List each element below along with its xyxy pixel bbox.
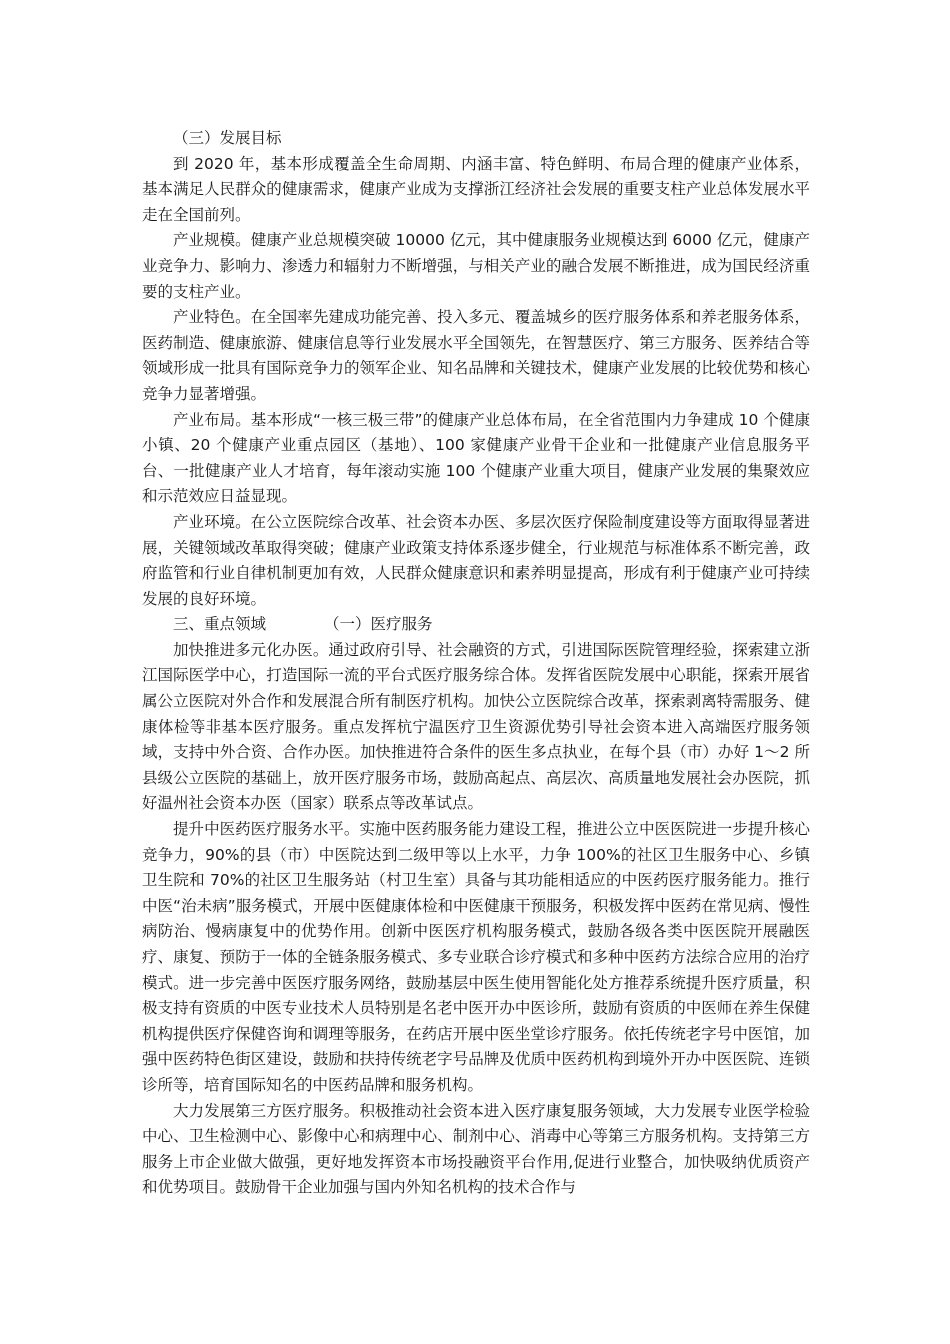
- paragraph-third-party-services: 大力发展第三方医疗服务。积极推动社会资本进入医疗康复服务领域，大力发展专业医学检验中心、卫生检测中心、影像中心和病理中心、制剂中心、消毒中心等第三方服务机构。支持第三方服务上市企业做大做强，更好地发挥资本市场投融资平台作用,促进行业整合，加快吸纳优质资产和优势项目。鼓励骨干企业加强与国内外知名机构的技术合作与: [142, 1101, 810, 1197]
- paragraph-industry-layout: 产业布局。基本形成“一核三极三带”的健康产业总体布局，在全省范围内力争建成 10 个健康小镇、20 个健康产业重点园区（基地）、100 家健康产业骨干企业和一批健康产业信息服务平台、一批健康产业人才培育，每年滚动实施 100 个健康产业重大项目，健康产业发展的集聚效应和示范效应日益显现。: [142, 410, 810, 506]
- heading-medical-services: （一）医疗服务: [324, 615, 433, 634]
- paragraph-diversified-medical: 加快推进多元化办医。通过政府引导、社会融资的方式，引进国际医院管理经验，探索建立浙江国际医学中心，打造国际一流的平台式医疗服务综合体。发挥省医院发展中心职能，探索开展省属公立医院对外合作和发展混合所有制医疗机构。加快公立医院综合改革，探索剥离特需服务、健康体检等非基本医疗服务。重点发挥杭宁温医疗卫生资源优势引导社会资本进入高端医疗服务领域，支持中外合资、合作办医。加快推进符合条件的医生多点执业，在每个县（市）办好 1～2 所县级公立医院的基础上，放开医疗服务市场，鼓励高起点、高层次、高质量地发展社会办医院，抓好温州社会资本办医（国家）联系点等改革试点。: [142, 640, 810, 813]
- heading-focus-areas: 三、重点领域: [173, 615, 267, 634]
- section-heading-goals: （三）发展目标: [173, 129, 282, 147]
- section-heading-focus: [142, 612, 810, 638]
- paragraph-goals-overview: 到 2020 年，基本形成覆盖全生命周期、内涵丰富、特色鲜明、布局合理的健康产业体系，基本满足人民群众的健康需求，健康产业成为支撑浙江经济社会发展的重要支柱产业总体发展水平走在全国前列。: [142, 154, 810, 224]
- paragraph-industry-scale: 产业规模。健康产业总规模突破 10000 亿元，其中健康服务业规模达到 6000 亿元，健康产业竞争力、影响力、渗透力和辐射力不断增强，与相关产业的融合发展不断推进，成为国民经济重要的支柱产业。: [142, 231, 810, 301]
- paragraph-tcm-services: 提升中医药医疗服务水平。实施中医药服务能力建设工程，推进公立中医医院进一步提升核心竞争力，90%的县（市）中医院达到二级甲等以上水平，力争 100%的社区卫生服务中心、乡镇卫生院和 70%的社区卫生服务站（村卫生室）具备与其功能相适应的中医药医疗服务能力。推行中医“治未病”服务模式，开展中医健康体检和中医健康干预服务，积极发挥中医药在常见病、慢性病防治、慢病康复中的优势作用。创新中医医疗机构服务模式，鼓励各级各类中医医院开展融医疗、康复、预防于一体的全链条服务模式、多专业联合诊疗模式和多种中医药方法综合应用的治疗模式。进一步完善中医医疗服务网络，鼓励基层中医生使用智能化处方推荐系统提升医疗质量，积极支持有资质的中医专业技术人员特别是名老中医开办中医诊所，鼓励有资质的中医师在养生保健机构提供医疗保健咨询和调理等服务，在药店开展中医坐堂诊疗服务。依托传统老字号中医馆，加强中医药特色街区建设，鼓励和扶持传统老字号品牌及优质中医药机构到境外开办中医医院、连锁诊所等，培育国际知名的中医药品牌和服务机构。: [142, 820, 810, 1094]
- document-body: [142, 126, 810, 1201]
- paragraph-industry-environment: 产业环境。在公立医院综合改革、社会资本办医、多层次医疗保险制度建设等方面取得显著进展，关键领域改革取得突破；健康产业政策支持体系逐步健全，行业规范与标准体系不断完善，政府监管和行业自律机制更加有效，人民群众健康意识和素养明显提高，形成有利于健康产业可持续发展的良好环境。: [142, 512, 810, 608]
- paragraph-industry-features: 产业特色。在全国率先建成功能完善、投入多元、覆盖城乡的医疗服务体系和养老服务体系，医药制造、健康旅游、健康信息等行业发展水平全国领先，在智慧医疗、第三方服务、医养结合等领域形成一批具有国际竞争力的领军企业、知名品牌和关键技术，健康产业发展的比较优势和核心竞争力显著增强。: [142, 308, 810, 403]
